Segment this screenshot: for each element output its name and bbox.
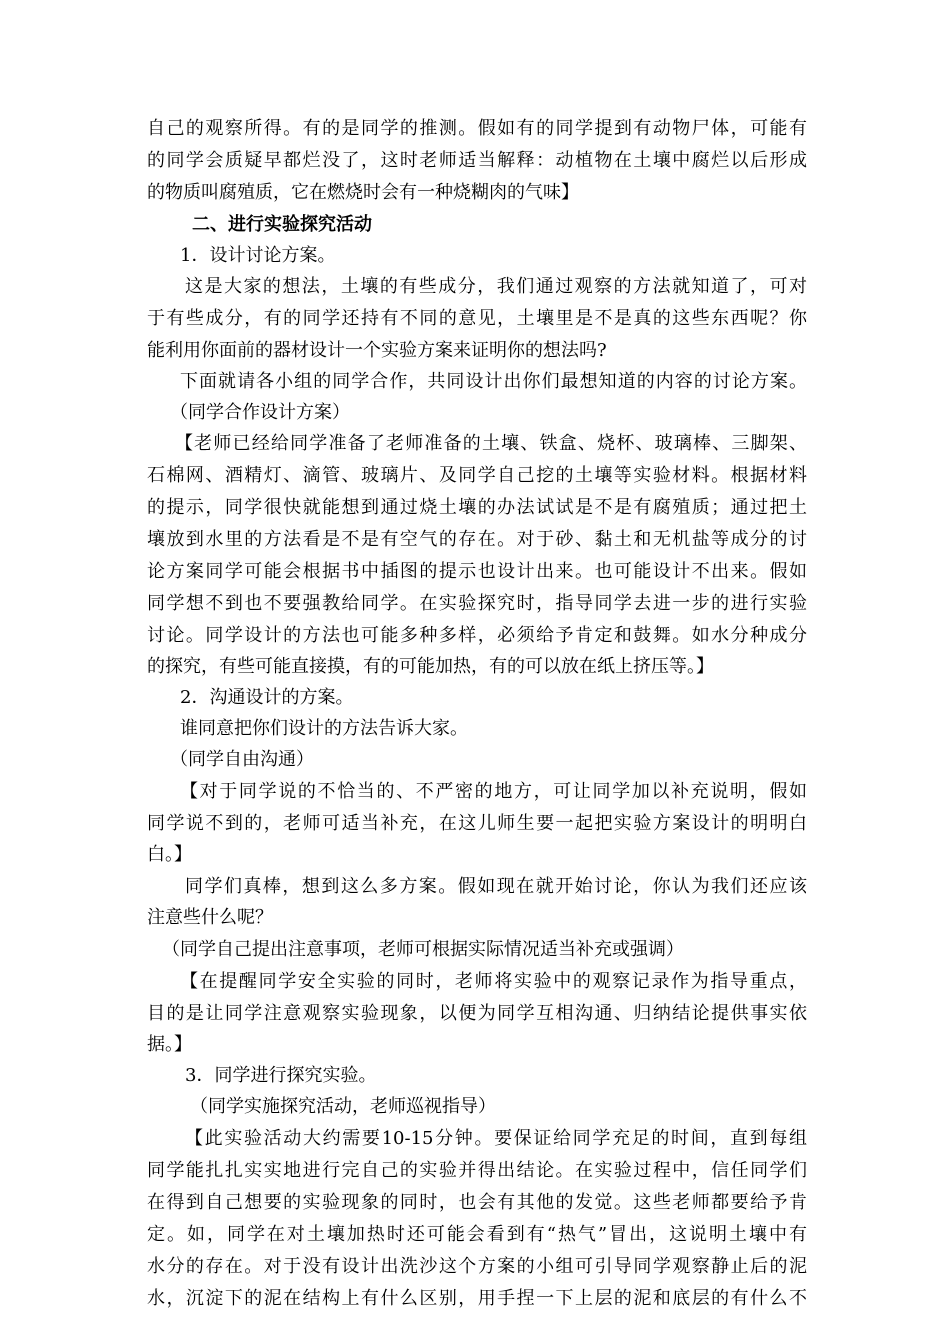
text-line: 能利用你面前的器材设计一个实验方案来证明你的想法吗? xyxy=(147,340,607,361)
text-line: 定。如，同学在对土壤加热时还可能会看到有“热气”冒出，这说明土壤中有 xyxy=(147,1224,807,1245)
text-line: 白。】 xyxy=(147,844,192,865)
text-line: 的物质叫腐殖质，它在燃烧时会有一种烧糊肉的气味】 xyxy=(147,182,579,203)
text-line: 这是大家的想法，土壤的有些成分，我们通过观察的方法就知道了，可对 xyxy=(185,276,807,297)
note-line: （同学合作设计方案） xyxy=(170,402,350,423)
text-line: 下面就请各小组的同学合作，共同设计出你们最想知道的内容的讨论方案。 xyxy=(180,371,807,392)
text-line: 讨论。同学设计的方法也可能多种多样，必须给予肯定和鼓舞。如水分种成分 xyxy=(147,625,807,646)
text-line: 在得到自己想要的实验现象的同时，也会有其他的发觉。这些老师都要给予肯 xyxy=(147,1192,807,1213)
text-line: 目的是让同学注意观察实验现象，以便为同学互相沟通、归纳结论提供事实依 xyxy=(147,1003,807,1024)
text-line: 注意些什么呢？ xyxy=(147,907,273,928)
text-line: 【对于同学说的不恰当的、不严密的地方，可让同学加以补充说明，假如 xyxy=(180,781,807,802)
text-line: 水，沉淀下的泥在结构上有什么区别，用手捏一下上层的泥和底层的有什么不 xyxy=(147,1288,807,1309)
text-line: 【在提醒同学安全实验的同时，老师将实验中的观察记录作为指导重点， xyxy=(180,971,807,992)
text-line: 壤放到水里的方法看是不是有空气的存在。对于砂、黏土和无机盐等成分的讨 xyxy=(147,529,807,550)
text-line: 同学想不到也不要强教给同学。在实验探究时，指导同学去进一步的进行实验 xyxy=(147,593,807,614)
text-line: 据。】 xyxy=(147,1034,192,1055)
text-line: 的提示，同学很快就能想到通过烧土壤的办法试试是不是有腐殖质；通过把土 xyxy=(147,497,807,518)
text-line: 谁同意把你们设计的方法告诉大家。 xyxy=(180,718,468,739)
note-line: （同学自由沟通） xyxy=(170,749,314,770)
text-line: 石棉网、酒精灯、滴管、玻璃片、及同学自己挖的土壤等实验材料。根据材料 xyxy=(147,465,807,486)
note-line: （同学实施探究活动，老师巡视指导） xyxy=(190,1096,496,1117)
text-line: 论方案同学可能会根据书中插图的提示也设计出来。也可能设计不出来。假如 xyxy=(147,561,807,582)
text-line: 的同学会质疑早都烂没了，这时老师适当解释：动植物在土壤中腐烂以后形成 xyxy=(147,150,807,171)
text-line: 自己的观察所得。有的是同学的推测。假如有的同学提到有动物尸体，可能有 xyxy=(147,118,807,139)
text-line: 【老师已经给同学准备了老师准备的土壤、铁盒、烧杯、玻璃棒、三脚架、 xyxy=(175,433,807,454)
note-line: （同学自己提出注意事项，老师可根据实际情况适当补充或强调） xyxy=(162,939,684,960)
text-line: 同学们真棒，想到这么多方案。假如现在就开始讨论，你认为我们还应该 xyxy=(185,876,807,897)
text-line: 【此实验活动大约需要10-15分钟。要保证给同学充足的时间，直到每组 xyxy=(185,1128,807,1149)
text-line: 于有些成分，有的同学还持有不同的意见，土壤里是不是真的这些东西呢？你 xyxy=(147,308,807,329)
subsection-heading: 3．同学进行探究实验。 xyxy=(185,1065,377,1086)
subsection-heading: 1．设计讨论方案。 xyxy=(180,245,336,266)
section-heading: 二、进行实验探究活动 xyxy=(192,214,372,235)
text-line: 水分的存在。对于没有设计出洗沙这个方案的小组可引导同学观察静止后的泥 xyxy=(147,1256,807,1277)
text-line: 的探究，有些可能直接摸，有的可能加热，有的可以放在纸上挤压等。】 xyxy=(147,656,714,677)
subsection-heading: 2．沟通设计的方案。 xyxy=(180,687,354,708)
text-line: 同学说不到的，老师可适当补充，在这儿师生要一起把实验方案设计的明明白 xyxy=(147,813,807,834)
text-line: 同学能扎扎实实地进行完自己的实验并得出结论。在实验过程中，信任同学们 xyxy=(147,1160,807,1181)
